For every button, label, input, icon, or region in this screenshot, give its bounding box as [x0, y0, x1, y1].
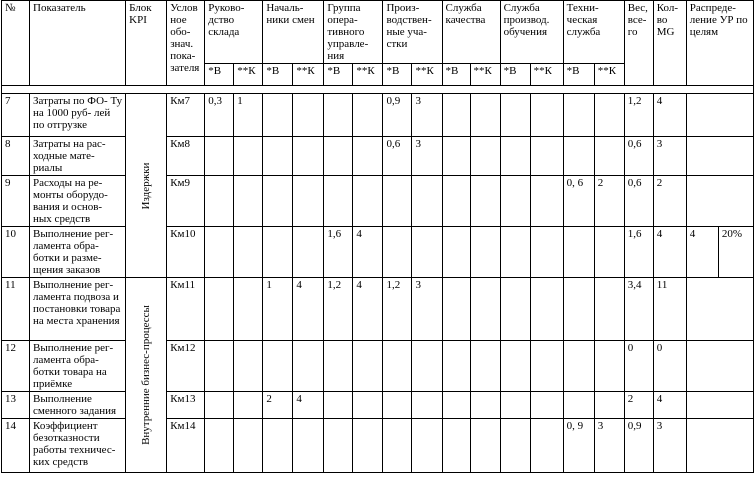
value-cell: 0,6 [383, 137, 412, 176]
value-cell [293, 137, 324, 176]
value-cell [293, 176, 324, 227]
distribution-percent: 20% [718, 227, 753, 278]
col-num-header: № [2, 1, 30, 86]
value-cell [263, 94, 293, 137]
unit-header-training: Служба производ. обучения [500, 1, 563, 64]
table-row [2, 227, 754, 278]
unit-header-ops-group: Группа опера- тивного управле- ния [324, 1, 383, 64]
value-cell [324, 341, 353, 392]
value-cell [594, 94, 624, 137]
table-row [2, 137, 754, 176]
value-cell [412, 392, 442, 419]
value-cell [205, 392, 234, 419]
row-code: Км12 [167, 341, 205, 392]
row-indicator: Затраты по ФО- Ту на 1000 руб- лей по отгрузке [30, 94, 126, 137]
sub-b: *В [324, 64, 353, 86]
value-cell: 4 [293, 392, 324, 419]
value-cell [470, 227, 500, 278]
value-cell [353, 176, 383, 227]
value-cell [563, 341, 594, 392]
row-code: Км7 [167, 94, 205, 137]
value-cell: 3 [412, 278, 442, 341]
row-indicator: Выполнение рег- ламента подвоза и постановки товара на места хранения [30, 278, 126, 341]
sub-b: *В [563, 64, 594, 86]
value-cell: 2 [263, 392, 293, 419]
value-cell [442, 278, 470, 341]
row-num: 10 [2, 227, 30, 278]
value-cell [293, 94, 324, 137]
value-cell [263, 419, 293, 473]
value-cell [205, 341, 234, 392]
col-indicator-header: Показатель [30, 1, 126, 86]
unit-header-production-sites: Произ- водствен- ные уча- стки [383, 1, 442, 64]
row-indicator: Выполнение рег- ламента обра- ботки и разме- щения заказов [30, 227, 126, 278]
value-cell [353, 392, 383, 419]
row-count: 4 [653, 227, 686, 278]
value-cell [412, 227, 442, 278]
distribution-value: 4 [686, 227, 718, 278]
row-count: 3 [653, 137, 686, 176]
value-cell [442, 227, 470, 278]
value-cell: 3 [412, 94, 442, 137]
value-cell: 0,9 [383, 94, 412, 137]
sub-b: *В [205, 64, 234, 86]
sub-b: *В [442, 64, 470, 86]
col-weight-header: Вес, все- го [624, 1, 653, 86]
value-cell: 1 [263, 278, 293, 341]
value-cell [205, 176, 234, 227]
value-cell: 4 [353, 227, 383, 278]
value-cell: 3 [594, 419, 624, 473]
value-cell [234, 227, 263, 278]
value-cell [500, 392, 530, 419]
value-cell [500, 341, 530, 392]
row-code: Км8 [167, 137, 205, 176]
row-distribution [686, 392, 753, 419]
sub-k: **К [594, 64, 624, 86]
row-weight: 0,9 [624, 419, 653, 473]
value-cell [324, 94, 353, 137]
value-cell [530, 341, 563, 392]
value-cell [383, 341, 412, 392]
sub-b: *В [500, 64, 530, 86]
row-indicator: Выполнение рег- ламента обра- ботки товара на приёмке [30, 341, 126, 392]
unit-header-shift-heads: Началь- ники смен [263, 1, 324, 64]
value-cell [353, 341, 383, 392]
unit-header-warehouse-mgmt: Руково- дство склада [205, 1, 263, 64]
block-costs-label: Издержки [140, 162, 153, 209]
value-cell [500, 137, 530, 176]
block-processes [126, 278, 167, 473]
value-cell [234, 176, 263, 227]
value-cell [442, 176, 470, 227]
value-cell [530, 137, 563, 176]
table-row [2, 94, 754, 137]
value-cell [594, 278, 624, 341]
value-cell [412, 176, 442, 227]
row-code: Км9 [167, 176, 205, 227]
value-cell [383, 227, 412, 278]
row-distribution [686, 94, 753, 137]
row-indicator: Коэффициент безотказности работы техничес- ких средств [30, 419, 126, 473]
value-cell [470, 176, 500, 227]
value-cell [594, 392, 624, 419]
value-cell [563, 94, 594, 137]
row-indicator: Расходы на ре- монты оборудо- вания и основ- ных средств [30, 176, 126, 227]
value-cell [442, 341, 470, 392]
row-weight: 1,2 [624, 94, 653, 137]
value-cell [530, 176, 563, 227]
value-cell [470, 419, 500, 473]
row-count: 0 [653, 341, 686, 392]
value-cell: 1,2 [383, 278, 412, 341]
value-cell: 2 [594, 176, 624, 227]
value-cell [470, 341, 500, 392]
row-num: 11 [2, 278, 30, 341]
unit-header-quality: Служба качества [442, 1, 500, 64]
block-processes-label: Внутренние бизнес-процессы [140, 305, 153, 445]
row-indicator: Выполнение сменного задания [30, 392, 126, 419]
value-cell: 3 [412, 137, 442, 176]
value-cell [263, 227, 293, 278]
value-cell [324, 419, 353, 473]
value-cell [353, 419, 383, 473]
value-cell: 4 [353, 278, 383, 341]
row-weight: 3,4 [624, 278, 653, 341]
value-cell [263, 176, 293, 227]
value-cell [324, 176, 353, 227]
row-count: 4 [653, 392, 686, 419]
sub-k: **К [353, 64, 383, 86]
header-row [2, 1, 754, 64]
row-distribution [686, 176, 753, 227]
value-cell: 0, 9 [563, 419, 594, 473]
col-block-header: Блок KPI [126, 1, 167, 86]
row-num: 7 [2, 94, 30, 137]
table-row [2, 392, 754, 419]
value-cell [263, 341, 293, 392]
value-cell [293, 341, 324, 392]
row-distribution [686, 278, 753, 341]
value-cell: 1,6 [324, 227, 353, 278]
value-cell [563, 392, 594, 419]
value-cell [324, 137, 353, 176]
row-distribution [686, 419, 753, 473]
sub-k: **К [293, 64, 324, 86]
value-cell [442, 419, 470, 473]
value-cell [353, 94, 383, 137]
row-num: 9 [2, 176, 30, 227]
value-cell [234, 278, 263, 341]
value-cell: 0,3 [205, 94, 234, 137]
value-cell [563, 227, 594, 278]
value-cell [470, 392, 500, 419]
value-cell [383, 419, 412, 473]
row-num: 8 [2, 137, 30, 176]
sub-k: **К [470, 64, 500, 86]
value-cell [470, 278, 500, 341]
value-cell [594, 341, 624, 392]
col-count-header: Кол- во MG [653, 1, 686, 86]
sub-k: **К [530, 64, 563, 86]
value-cell [470, 137, 500, 176]
value-cell [470, 94, 500, 137]
row-weight: 0,6 [624, 176, 653, 227]
spacer-row [2, 86, 754, 94]
value-cell [412, 341, 442, 392]
block-costs [126, 94, 167, 278]
sub-k: **К [412, 64, 442, 86]
kpi-distribution-table [1, 0, 754, 473]
value-cell [563, 137, 594, 176]
row-distribution [686, 137, 753, 176]
row-indicator: Затраты на рас- ходные мате- риалы [30, 137, 126, 176]
value-cell [293, 227, 324, 278]
unit-header-technical: Техни- ческая служба [563, 1, 624, 64]
value-cell [500, 227, 530, 278]
value-cell: 1,2 [324, 278, 353, 341]
row-count: 2 [653, 176, 686, 227]
table-row [2, 419, 754, 473]
col-distribution-header: Распреде- ление УР по целям [686, 1, 753, 86]
value-cell [442, 392, 470, 419]
value-cell [205, 419, 234, 473]
value-cell: 1 [234, 94, 263, 137]
row-weight: 0,6 [624, 137, 653, 176]
value-cell [530, 94, 563, 137]
value-cell [383, 392, 412, 419]
row-distribution [686, 341, 753, 392]
value-cell [234, 341, 263, 392]
value-cell [594, 137, 624, 176]
value-cell [205, 227, 234, 278]
value-cell: 0, 6 [563, 176, 594, 227]
value-cell [530, 227, 563, 278]
value-cell: 4 [293, 278, 324, 341]
value-cell [353, 137, 383, 176]
value-cell [500, 419, 530, 473]
row-num: 14 [2, 419, 30, 473]
value-cell [205, 137, 234, 176]
table-row [2, 341, 754, 392]
value-cell [500, 176, 530, 227]
value-cell [500, 94, 530, 137]
value-cell [530, 419, 563, 473]
table-row [2, 176, 754, 227]
value-cell [412, 419, 442, 473]
value-cell [594, 227, 624, 278]
value-cell [530, 278, 563, 341]
row-weight: 0 [624, 341, 653, 392]
value-cell [234, 392, 263, 419]
table-row [2, 278, 754, 341]
value-cell [234, 137, 263, 176]
value-cell [263, 137, 293, 176]
row-weight: 1,6 [624, 227, 653, 278]
value-cell [442, 94, 470, 137]
spacer-cell [2, 86, 754, 94]
sub-b: *В [263, 64, 293, 86]
value-cell [324, 392, 353, 419]
row-count: 11 [653, 278, 686, 341]
row-num: 13 [2, 392, 30, 419]
value-cell [383, 176, 412, 227]
row-code: Км13 [167, 392, 205, 419]
value-cell [530, 392, 563, 419]
row-count: 3 [653, 419, 686, 473]
sub-b: *В [383, 64, 412, 86]
row-code: Км10 [167, 227, 205, 278]
value-cell [205, 278, 234, 341]
row-code: Км11 [167, 278, 205, 341]
value-cell [442, 137, 470, 176]
value-cell [293, 419, 324, 473]
value-cell [500, 278, 530, 341]
row-weight: 2 [624, 392, 653, 419]
col-code-header: Услов ное обо- знач. пока- зателя [167, 1, 205, 86]
sub-k: **К [234, 64, 263, 86]
value-cell [234, 419, 263, 473]
row-code: Км14 [167, 419, 205, 473]
value-cell [563, 278, 594, 341]
row-num: 12 [2, 341, 30, 392]
row-count: 4 [653, 94, 686, 137]
